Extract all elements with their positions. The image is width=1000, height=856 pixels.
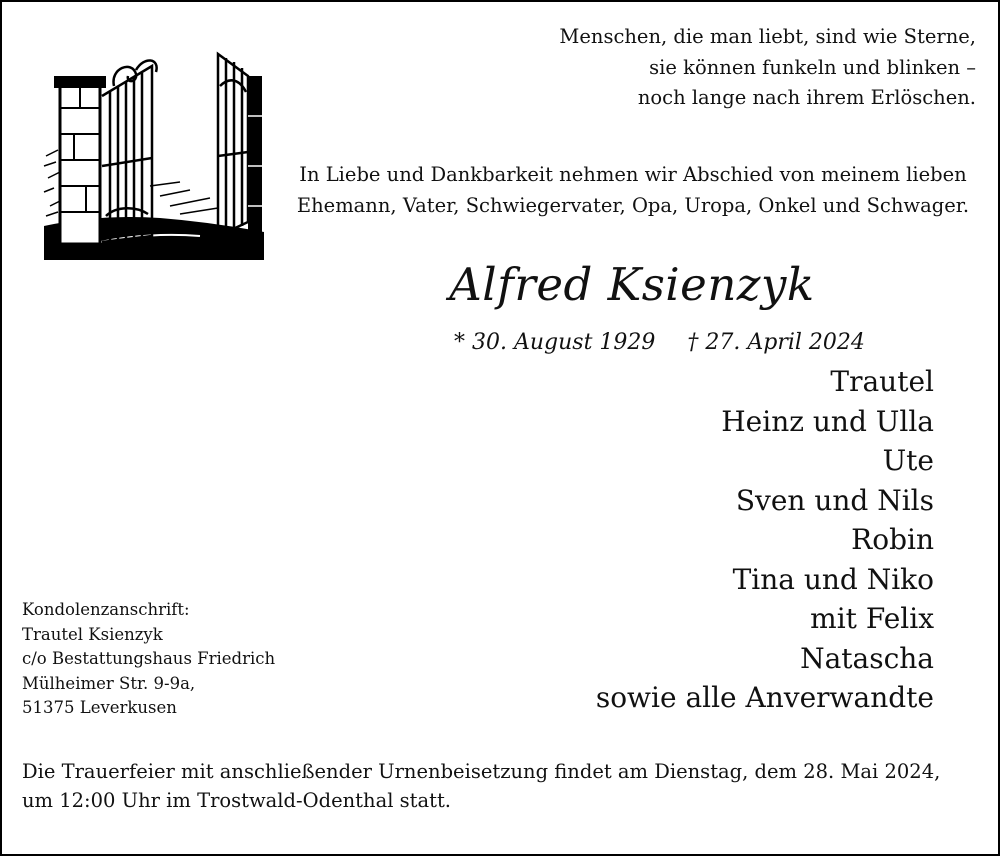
mourner: Natascha (800, 641, 934, 675)
mourner: Trautel (830, 365, 934, 398)
intro-line: Ehemann, Vater, Schwiegervater, Opa, Uropa, Onkel und Schwager. (296, 193, 970, 217)
condolence-address (22, 598, 342, 721)
death-date: † 27. April 2024 (687, 330, 865, 355)
mourner: Heinz und Ulla (721, 404, 934, 438)
life-dates (454, 330, 874, 355)
deceased-name: Alfred Ksienzyk (449, 258, 815, 311)
mourner: Tina und Niko (732, 562, 934, 596)
condolence-line: c/o Bestattungshaus Friedrich (22, 649, 276, 668)
condolence-line: Kondolenzanschrift: (22, 600, 190, 619)
ceremony-line: Die Trauerfeier mit anschließender Urnenbeisetzung findet am Dienstag, dem 28. Mai 2024, (22, 760, 941, 783)
condolence-line: 51375 Leverkusen (22, 698, 177, 717)
farewell-intro (278, 160, 988, 221)
ceremony-info (22, 757, 962, 815)
mourner: Robin (851, 523, 934, 556)
quote-line: Menschen, die man liebt, sind wie Sterne, (559, 25, 976, 48)
quote-line: noch lange nach ihrem Erlöschen. (637, 86, 976, 109)
mourner: mit Felix (810, 602, 934, 635)
mourner: sowie alle Anverwandte (595, 681, 934, 714)
quote-line: sie können funkeln und blinken – (649, 55, 976, 79)
birth-date: * 30. August 1929 (454, 330, 656, 355)
condolence-line: Mülheimer Str. 9-9a, (22, 673, 196, 693)
mourner: Sven und Nils (735, 483, 934, 517)
quote (476, 22, 976, 114)
open-garden-gate-icon (40, 46, 268, 260)
mourner: Ute (882, 444, 934, 477)
intro-line: In Liebe und Dankbarkeit nehmen wir Abschied von meinem lieben (299, 163, 967, 186)
mourners-list (514, 362, 934, 718)
ceremony-line: um 12:00 Uhr im Trostwald-Odenthal statt. (22, 789, 451, 812)
condolence-line: Trautel Ksienzyk (22, 624, 163, 644)
